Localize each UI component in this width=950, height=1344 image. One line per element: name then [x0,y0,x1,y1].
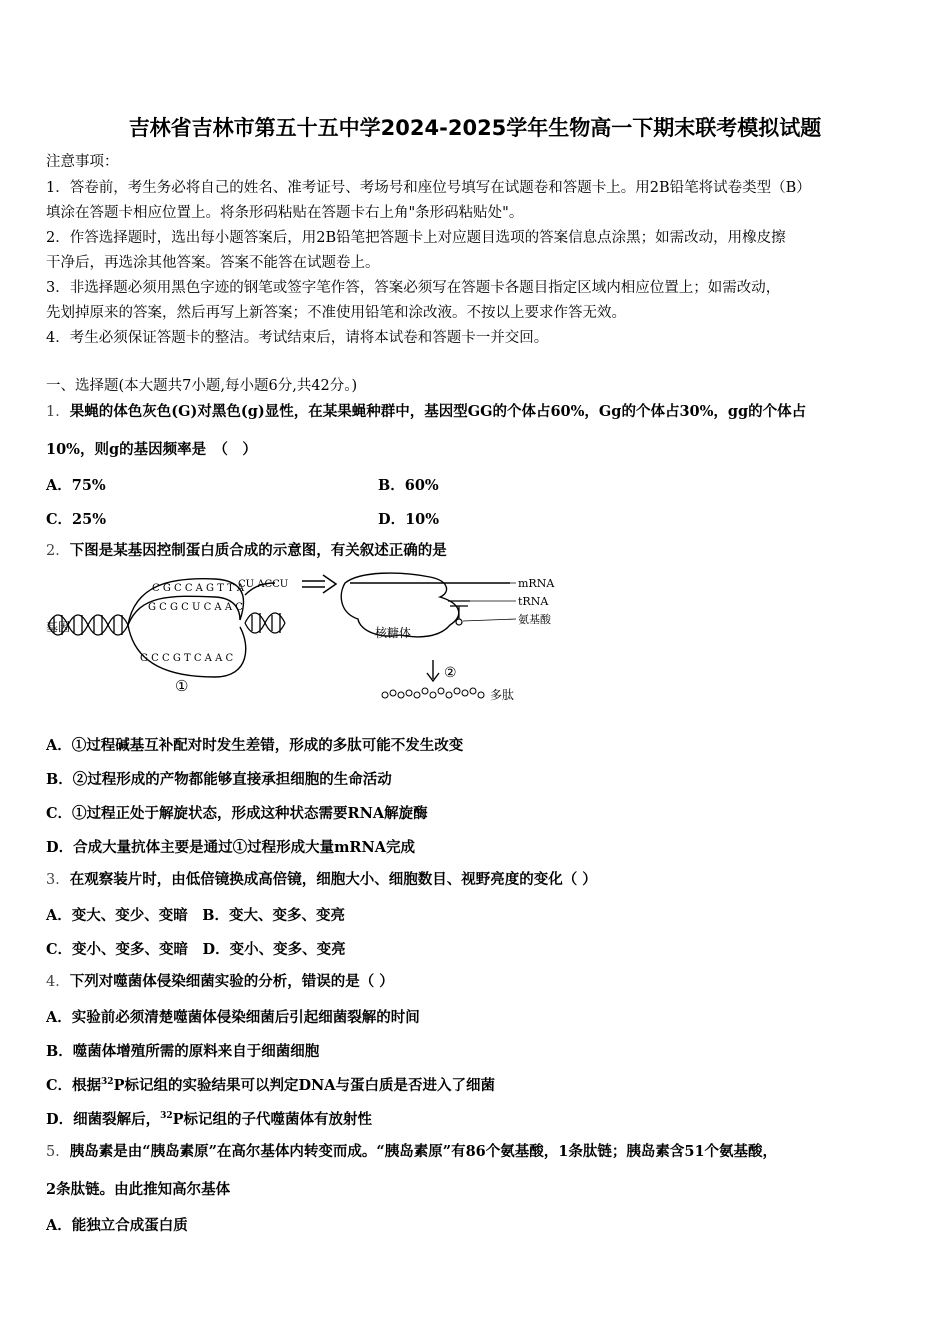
options-ab: A．变大、变少、变暗 B．变大、变多、变亮 [46,907,346,924]
notice-heading: 注意事项： [46,154,119,170]
step-1-marker: ① [175,677,189,695]
mrna-label: mRNA [518,577,555,590]
question-text: 在观察装片时，由低倍镜换成高倍镜，细胞大小、细胞数目、视野亮度的变化（ ） [69,871,597,888]
question-1-line-2: 10%，则g的基因频率是 （ ） [46,441,257,458]
question-text: 果蝇的体色灰色(G)对黑色(g)显性，在某果蝇种群中，基因型GG的个体占60%，Gg的个体占30%，gg的个体占 [69,403,807,420]
option-a: A．75% [46,477,106,494]
mrna-strand: G C G C U C A A C [148,602,243,613]
polypeptide-label: 多肽 [490,688,515,702]
option-a: A．能独立合成蛋白质 [46,1217,188,1234]
option-d: D．合成大量抗体主要是通过①过程形成大量mRNA完成 [46,839,415,856]
notice-line-4: 干净后，再选涂其他答案。答案不能答在试题卷上。 [46,255,380,271]
arrow-down-icon [427,660,439,681]
notice-line-3: 2．作答选择题时，选出每小题答案后，用2B铅笔把答题卡上对应题目选项的答案信息点涂黑；如需改动，用橡皮擦 [46,230,786,246]
notice-line-5: 3．非选择题必须用黑色字迹的钢笔或签字笔作答，答案必须写在答题卡各题目指定区域内相应位置上；如需改动， [46,280,781,296]
ribosome-label: 核糖体 [375,626,412,640]
question-5 [46,1142,777,1162]
option-a: A．实验前必须清楚噬菌体侵染细菌后引起细菌裂解的时间 [46,1009,420,1026]
question-4 [46,972,394,992]
page-title: 吉林省吉林市第五十五中学2024-2025学年生物高一下期末联考模拟试题 [128,116,822,140]
notice-line-2: 填涂在答题卡相应位置上。将条形码粘贴在答题卡右上角"条形码粘贴处"。 [46,205,524,221]
question-number: 3． [46,872,70,888]
step-2-marker: ② [444,665,457,681]
question-number: 5． [46,1144,70,1160]
section-heading: 一、选择题(本大题共7小题,每小题6分,共42分。) [46,378,358,394]
gene-expression-diagram [40,565,600,715]
question-number: 1． [46,404,70,420]
question-number: 4． [46,974,70,990]
dna-helix-right [245,613,285,633]
option-d: D．细菌裂解后，$^{32}$P标记组的子代噬菌体有放射性 [46,1111,373,1128]
question-text: 下图是某基因控制蛋白质合成的示意图，有关叙述正确的是 [69,542,447,559]
polypeptide-chain [382,688,484,698]
notice-line-1: 1．答卷前，考生务必将自己的姓名、准考证号、考场号和座位号填写在试题卷和答题卡上。用2B铅笔将试卷类型（B） [46,180,811,196]
option-d: D．10% [378,511,440,528]
option-c: C．根据$^{32}$P标记组的实验结果可以判定DNA与蛋白质是否进入了细菌 [46,1077,496,1094]
notice-line-7: 4．考生必须保证答题卡的整洁。考试结束后，请将本试卷和答题卡一并交回。 [46,330,549,346]
question-number: 2． [46,543,70,559]
label-leaders [463,583,516,621]
option-b: B．60% [378,477,439,494]
question-5-line-2: 2条肽链。由此推知高尔基体 [46,1181,231,1198]
option-c: C．25% [46,511,106,528]
amino-acid-label: 氨基酸 [518,613,551,626]
option-a: A．①过程碱基互补配对时发生差错，形成的多肽可能不发生改变 [46,737,464,754]
option-c: C．①过程正处于解旋状态，形成这种状态需要RNA解旋酶 [46,805,428,822]
notice-line-6: 先划掉原来的答案，然后再写上新答案；不准使用铅笔和涂改液。不按以上要求作答无效。 [46,305,626,321]
question-text: 胰岛素是由“胰岛素原”在高尔基体内转变而成。“胰岛素原”有86个氨基酸，1条肽链；胰岛素含51个氨基酸， [69,1143,778,1160]
gene-label: 基因 [46,620,71,634]
option-b: B．②过程形成的产物都能够直接承担细胞的生命活动 [46,771,392,788]
trna-label: tRNA [518,595,549,608]
mrna-tail: CU ACCU [238,579,289,590]
question-2 [46,541,447,561]
question-3 [46,870,597,890]
question-text: 下列对噬菌体侵染细菌实验的分析，错误的是（ ） [69,973,394,990]
question-1 [46,402,806,422]
options-cd: C．变小、变多、变暗 D．变小、变多、变亮 [46,941,346,958]
option-b: B．噬菌体增殖所需的原料来自于细菌细胞 [46,1043,320,1060]
trna-icon [448,601,470,625]
template-top-strand: C G C C A G T T A [152,583,245,594]
arrow-right-icon [302,575,336,593]
template-bottom-strand: G C C G T C A A C [140,653,234,664]
